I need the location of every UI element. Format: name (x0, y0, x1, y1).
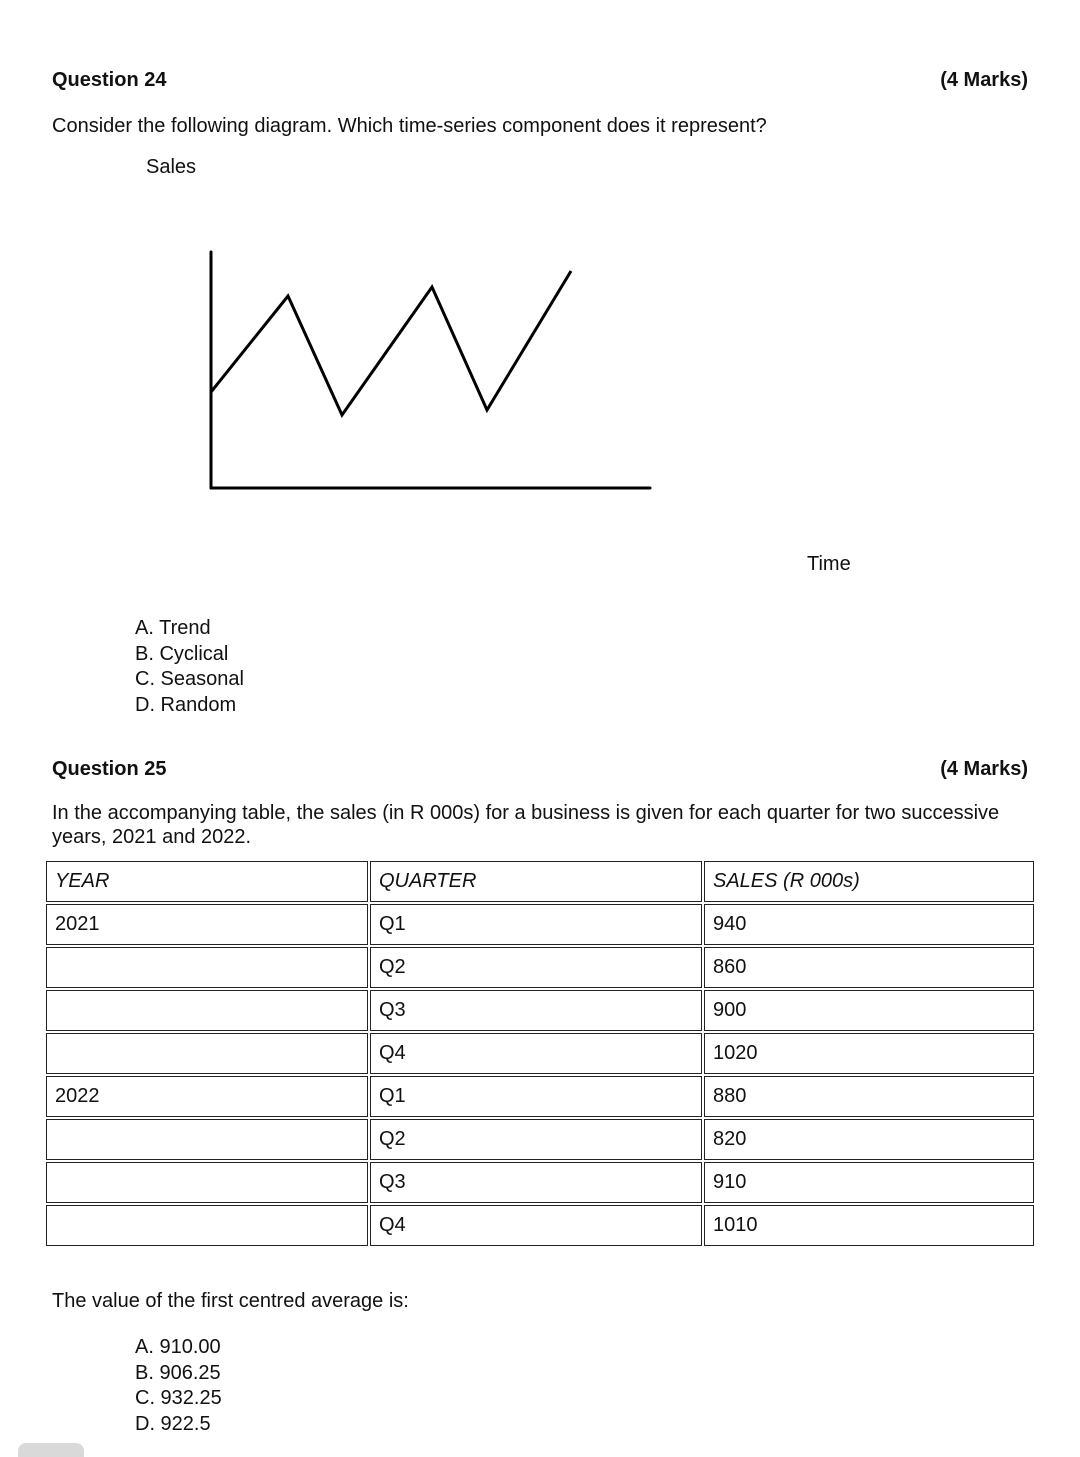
option-a: A. 910.00 (135, 1336, 221, 1358)
cell-year (46, 1162, 368, 1203)
sales-table (44, 859, 1036, 1248)
cell-sales: 1020 (704, 1033, 1034, 1074)
question-25-marks: (4 Marks) (940, 758, 1028, 780)
cell-sales: 880 (704, 1076, 1034, 1117)
table-row (46, 990, 1034, 1031)
cell-sales: 1010 (704, 1205, 1034, 1246)
option-c: C. Seasonal (135, 668, 244, 690)
option-c: C. 932.25 (135, 1387, 222, 1409)
cell-sales: 860 (704, 947, 1034, 988)
option-d: D. Random (135, 693, 237, 716)
diagram-x-axis-label: Time (807, 553, 851, 575)
table-row (46, 1162, 1034, 1203)
cell-sales: 900 (704, 990, 1034, 1031)
table-row (46, 1119, 1034, 1160)
option-b: B. Cyclical (135, 642, 229, 665)
cell-year (46, 1119, 368, 1160)
table-row (46, 1033, 1034, 1074)
option-d: D. 922.5 (135, 1412, 211, 1435)
cell-quarter: Q2 (370, 1119, 702, 1160)
question-24-title: Question 24 (52, 69, 167, 91)
question-25-question: The value of the first centred average is: (52, 1290, 409, 1312)
cell-year: 2021 (46, 904, 368, 945)
scrollbar-thumb[interactable] (18, 1443, 84, 1457)
question-25-prompt-line-1: In the accompanying table, the sales (in R 000s) for a business is given for each quarter for two successive (52, 802, 1000, 824)
cell-quarter: Q1 (370, 904, 702, 945)
cell-year (46, 1205, 368, 1246)
diagram-y-axis-label: Sales (146, 156, 197, 178)
question-25-prompt (52, 801, 999, 849)
cell-quarter: Q3 (370, 1162, 702, 1203)
header-year: YEAR (46, 861, 368, 902)
table-row (46, 947, 1034, 988)
question-25-options (135, 1335, 222, 1437)
table-row (46, 1205, 1034, 1246)
cell-quarter: Q4 (370, 1033, 702, 1074)
table-row (46, 904, 1034, 945)
cell-quarter: Q2 (370, 947, 702, 988)
header-quarter: QUARTER (370, 861, 702, 902)
question-24-options (135, 616, 244, 718)
cell-year (46, 1033, 368, 1074)
cell-year (46, 947, 368, 988)
cell-sales: 820 (704, 1119, 1034, 1160)
question-24-marks: (4 Marks) (940, 69, 1028, 91)
cell-quarter: Q1 (370, 1076, 702, 1117)
cell-quarter: Q4 (370, 1205, 702, 1246)
cell-year (46, 990, 368, 1031)
question-25-prompt-line-2: years, 2021 and 2022. (52, 826, 252, 848)
option-a: A. Trend (135, 617, 211, 639)
header-sales: SALES (R 000s) (704, 861, 1034, 902)
cell-sales: 940 (704, 904, 1034, 945)
cell-quarter: Q3 (370, 990, 702, 1031)
question-24-prompt: Consider the following diagram. Which time-series component does it represent? (52, 115, 767, 137)
cell-sales: 910 (704, 1162, 1034, 1203)
table-header-row (46, 861, 1034, 902)
cell-year: 2022 (46, 1076, 368, 1117)
time-series-diagram (0, 0, 1080, 600)
table-row (46, 1076, 1034, 1117)
option-b: B. 906.25 (135, 1361, 221, 1384)
diagram-series-line (211, 271, 571, 415)
question-25-title: Question 25 (52, 758, 167, 780)
